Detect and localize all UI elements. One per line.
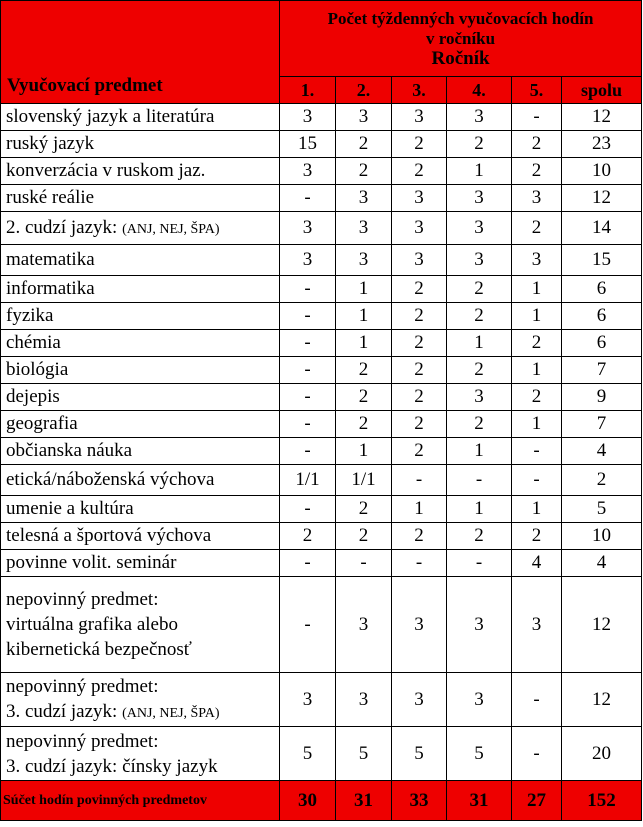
hours-cell: 5 [280,727,336,781]
subject-name: dejepis [6,386,60,407]
subject-line-text: 3. cudzí jazyk: [6,700,118,722]
hours-cell: 1/1 [336,465,392,496]
hours-cell: 2 [392,357,447,384]
hours-cell: 2 [336,523,392,550]
subject-line-text: kibernetická bezpečnosť [6,639,192,660]
subject-line [6,612,279,637]
hours-cell: - [280,357,336,384]
hours-cell: 1 [392,496,447,523]
hours-cell: 5 [392,727,447,781]
subject-name: povinne volit. seminár [6,552,177,573]
table-row [1,384,642,411]
subject-cell [1,577,280,673]
hours-cell: 3 [392,185,447,212]
subject-line-text: nepovinný predmet: [6,675,159,697]
subject-cell [1,158,280,185]
hours-cell: 3 [392,212,447,245]
table-row [1,185,642,212]
grade-header-1: 1. [280,77,336,104]
hours-cell: - [447,550,512,577]
subject-line [6,699,279,726]
table-row [1,104,642,131]
hours-cell: 1 [447,158,512,185]
subject-name: geografia [6,413,78,434]
hours-cell: 2 [336,131,392,158]
footer-label: Súčet hodín povinných predmetov [1,781,280,821]
hours-cell: 4 [512,550,562,577]
hours-cell: 1/1 [280,465,336,496]
hours-cell: 2 [447,411,512,438]
subject-cell [1,131,280,158]
hours-cell: 2 [512,330,562,357]
hours-header-line2: v ročníku [425,28,496,48]
subject-cell [1,411,280,438]
hours-cell: 3 [447,384,512,411]
hours-cell: 3 [512,577,562,673]
footer-total-sum: 152 [562,781,642,821]
hours-cell: - [280,496,336,523]
hours-cell: - [512,465,562,496]
hours-cell: 15 [280,131,336,158]
table-row [1,276,642,303]
hours-cell: 3 [392,673,447,727]
hours-cell: 10 [562,523,642,550]
hours-cell: 2 [336,158,392,185]
hours-cell: - [280,330,336,357]
hours-cell: 3 [447,185,512,212]
hours-cell: 3 [336,185,392,212]
hours-cell: - [280,577,336,673]
hours-cell: 2 [562,465,642,496]
table-row [1,496,642,523]
hours-cell: - [280,550,336,577]
subject-cell [1,185,280,212]
hours-cell: 2 [512,523,562,550]
hours-cell: - [512,727,562,781]
subject-line-text: 3. cudzí jazyk: čínsky jazyk [6,755,218,777]
hours-cell: 2 [512,131,562,158]
subject-line [6,587,279,612]
subject-cell [1,330,280,357]
grade-header-5: 5. [512,77,562,104]
hours-cell: 2 [392,411,447,438]
subject-cell [1,276,280,303]
hours-cell: - [280,384,336,411]
hours-cell: - [280,303,336,330]
hours-cell: 3 [280,104,336,131]
hours-cell: - [280,276,336,303]
hours-cell: 2 [447,131,512,158]
hours-cell: 3 [336,104,392,131]
grade-header-total: spolu [562,77,642,104]
hours-cell: 3 [447,104,512,131]
table-row [1,577,642,673]
hours-cell: 1 [447,330,512,357]
hours-cell: 1 [512,411,562,438]
hours-cell: - [280,438,336,465]
hours-cell: 3 [280,245,336,276]
hours-cell: 6 [562,330,642,357]
hours-cell: - [512,438,562,465]
subject-cell [1,104,280,131]
table-row [1,245,642,276]
hours-cell: - [280,411,336,438]
subject-line-text: virtuálna grafika alebo [6,614,178,635]
hours-cell: 2 [392,523,447,550]
hours-cell: 3 [280,158,336,185]
hours-cell: 1 [336,276,392,303]
hours-cell: - [392,550,447,577]
hours-cell: 3 [280,673,336,727]
subject-cell [1,245,280,276]
hours-cell: 3 [336,212,392,245]
hours-cell: 3 [392,245,447,276]
hours-cell: 2 [392,384,447,411]
hours-cell: 6 [562,276,642,303]
table-row [1,673,642,727]
hours-cell: 1 [512,303,562,330]
hours-cell: 3 [392,104,447,131]
hours-cell: 3 [447,577,512,673]
subject-name: matematika [6,249,95,270]
hours-cell: 5 [562,496,642,523]
footer-total-4: 31 [447,781,512,821]
hours-cell: 10 [562,158,642,185]
hours-cell: 3 [336,245,392,276]
hours-cell: 20 [562,727,642,781]
hours-cell: 2 [336,357,392,384]
hours-cell: 2 [447,357,512,384]
hours-cell: 2 [392,276,447,303]
hours-header [280,1,642,77]
hours-cell: 4 [562,550,642,577]
hours-cell: 1 [336,330,392,357]
hours-cell: 3 [512,185,562,212]
table-row [1,438,642,465]
hours-cell: 14 [562,212,642,245]
subject-name: telesná a športová výchova [6,525,212,546]
hours-cell: 2 [336,496,392,523]
subject-name: umenie a kultúra [6,498,134,519]
subject-line-text: nepovinný predmet: [6,589,159,610]
subject-cell [1,465,280,496]
hours-cell: - [447,465,512,496]
subject-note: (ANJ, NEJ, ŠPA) [122,705,220,721]
hours-cell: 12 [562,673,642,727]
subject-cell [1,673,280,727]
table-row [1,727,642,781]
table-row [1,465,642,496]
hours-cell: 1 [336,303,392,330]
subject-cell [1,303,280,330]
hours-cell: 2 [512,212,562,245]
subject-cell [1,727,280,781]
subject-name: etická/náboženská výchova [6,469,215,490]
hours-cell: 2 [447,276,512,303]
hours-cell: 3 [447,673,512,727]
hours-cell: 7 [562,357,642,384]
grade-header-3: 3. [392,77,447,104]
hours-cell: 2 [392,131,447,158]
footer-total-2: 31 [336,781,392,821]
hours-cell: 2 [336,384,392,411]
hours-cell: - [280,185,336,212]
subject-name: ruský jazyk [6,133,95,154]
subject-line [6,637,279,662]
hours-cell: - [336,550,392,577]
hours-cell: - [512,104,562,131]
grade-header-2: 2. [336,77,392,104]
hours-cell: 2 [392,158,447,185]
subject-line [6,754,279,779]
hours-cell: 2 [447,303,512,330]
footer-total-3: 33 [392,781,447,821]
subject-cell [1,357,280,384]
table-row [1,330,642,357]
subject-line-text: nepovinný predmet: [6,730,159,752]
subject-name: občianska náuka [6,440,133,461]
hours-cell: 2 [336,411,392,438]
hours-cell: 1 [447,438,512,465]
table-row [1,212,642,245]
hours-cell: 9 [562,384,642,411]
hours-cell: 3 [280,212,336,245]
hours-cell: 3 [336,673,392,727]
subject-name: slovenský jazyk a literatúra [6,106,215,127]
hours-cell: - [392,465,447,496]
subject-name: informatika [6,278,95,299]
table-row [1,357,642,384]
hours-header-line3: Ročník [431,47,490,69]
hours-cell: 2 [512,384,562,411]
hours-cell: 7 [562,411,642,438]
subject-note: (ANJ, NEJ, ŠPA) [122,222,220,237]
subject-line [6,674,279,699]
hours-cell: 2 [392,303,447,330]
hours-cell: 3 [336,577,392,673]
subject-cell [1,496,280,523]
subject-cell [1,523,280,550]
hours-cell: 3 [447,212,512,245]
hours-cell: 12 [562,104,642,131]
subject-line [6,729,279,754]
hours-cell: 1 [447,496,512,523]
footer-total-5: 27 [512,781,562,821]
hours-cell: 6 [562,303,642,330]
table-row [1,523,642,550]
hours-cell: 5 [336,727,392,781]
subject-column-header: Vyučovací predmet [1,1,280,104]
subject-name: fyzika [6,305,54,326]
subject-name: chémia [6,332,61,353]
subject-name: 2. cudzí jazyk: [6,217,118,238]
grade-header-4: 4. [447,77,512,104]
subject-cell [1,212,280,245]
hours-cell: 3 [512,245,562,276]
hours-cell: 15 [562,245,642,276]
table-row [1,131,642,158]
hours-cell: - [512,673,562,727]
hours-cell: 1 [512,357,562,384]
hours-cell: 5 [447,727,512,781]
hours-cell: 2 [447,523,512,550]
hours-cell: 23 [562,131,642,158]
subject-name: ruské reálie [6,187,95,208]
hours-cell: 2 [392,438,447,465]
footer-total-1: 30 [280,781,336,821]
subject-name: biológia [6,359,69,380]
hours-cell: 12 [562,577,642,673]
subject-name: konverzácia v ruskom jaz. [6,160,206,181]
subject-cell [1,438,280,465]
hours-cell: 3 [447,245,512,276]
hours-cell: 2 [392,330,447,357]
hours-cell: 4 [562,438,642,465]
hours-cell: 12 [562,185,642,212]
hours-cell: 1 [512,276,562,303]
hours-cell: 2 [512,158,562,185]
table-row [1,303,642,330]
subject-cell [1,384,280,411]
hours-cell: 1 [336,438,392,465]
hours-cell: 1 [512,496,562,523]
hours-cell: 2 [280,523,336,550]
table-row [1,550,642,577]
table-row [1,411,642,438]
hours-header-line1: Počet týždenných vyučovacích hodín [327,8,594,28]
subject-cell [1,550,280,577]
hours-cell: 3 [392,577,447,673]
table-row [1,158,642,185]
